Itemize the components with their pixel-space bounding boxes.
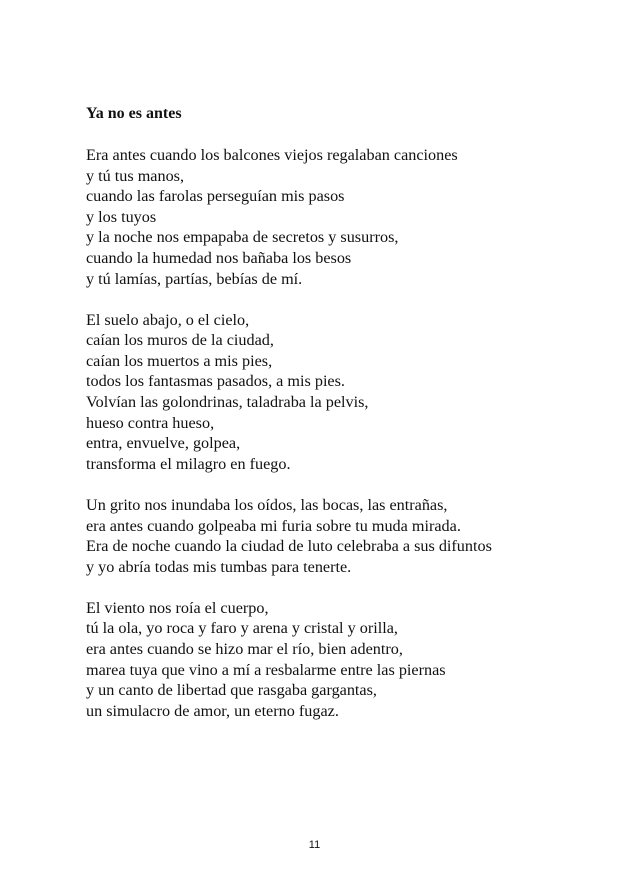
poem-line: cuando la humedad nos bañaba los besos [86,248,352,267]
poem-line: El suelo abajo, o el cielo, [86,310,250,329]
poem-line: Volvían las golondrinas, taladraba la pelvis, [86,393,369,412]
poem-line: era antes cuando golpeaba mi furia sobre tu muda mirada. [86,516,461,535]
poem-line: entra, envuelve, golpea, [86,434,241,453]
poem-title: Ya no es antes [86,105,182,122]
poem-line: El viento nos roía el cuerpo, [86,598,269,617]
poem-line: transforma el milagro en fuego. [86,454,291,473]
poem-line: y tú lamías, partías, bebías de mí. [86,269,303,288]
poem-line: tú la ola, yo roca y faro y arena y cristal y orilla, [86,619,398,638]
poem-line: hueso contra hueso, [86,413,215,432]
poem-body [86,145,606,721]
poem-line: cuando las farolas perseguían mis pasos [86,187,345,206]
stanza [86,495,606,577]
poem-line: y los tuyos [86,207,157,226]
poem-line: y un canto de libertad que rasgaba gargantas, [86,681,377,700]
poem-line: marea tuya que vino a mí a resbalarme entre las piernas [86,660,446,679]
poem-line: Era de noche cuando la ciudad de luto celebraba a sus difuntos [86,537,492,556]
poem-line: y la noche nos empapaba de secretos y susurros, [86,228,399,247]
poem [86,104,606,742]
poem-line: todos los fantasmas pasados, a mis pies. [86,372,345,391]
poem-line: y tú tus manos, [86,166,185,185]
stanza [86,145,606,289]
poem-line: Era antes cuando los balcones viejos regalaban canciones [86,146,458,164]
poem-line: un simulacro de amor, un eterno fugaz. [86,701,339,720]
poem-line: caían los muros de la ciudad, [86,331,274,350]
stanza [86,598,606,722]
page-number: 11 [308,839,321,851]
poem-line: Un grito nos inundaba los oídos, las bocas, las entrañas, [86,495,448,514]
poem-line: y yo abría todas mis tumbas para tenerte. [86,557,352,576]
stanza [86,310,606,475]
poem-line: era antes cuando se hizo mar el río, bien adentro, [86,639,403,658]
poem-line: caían los muertos a mis pies, [86,351,273,370]
